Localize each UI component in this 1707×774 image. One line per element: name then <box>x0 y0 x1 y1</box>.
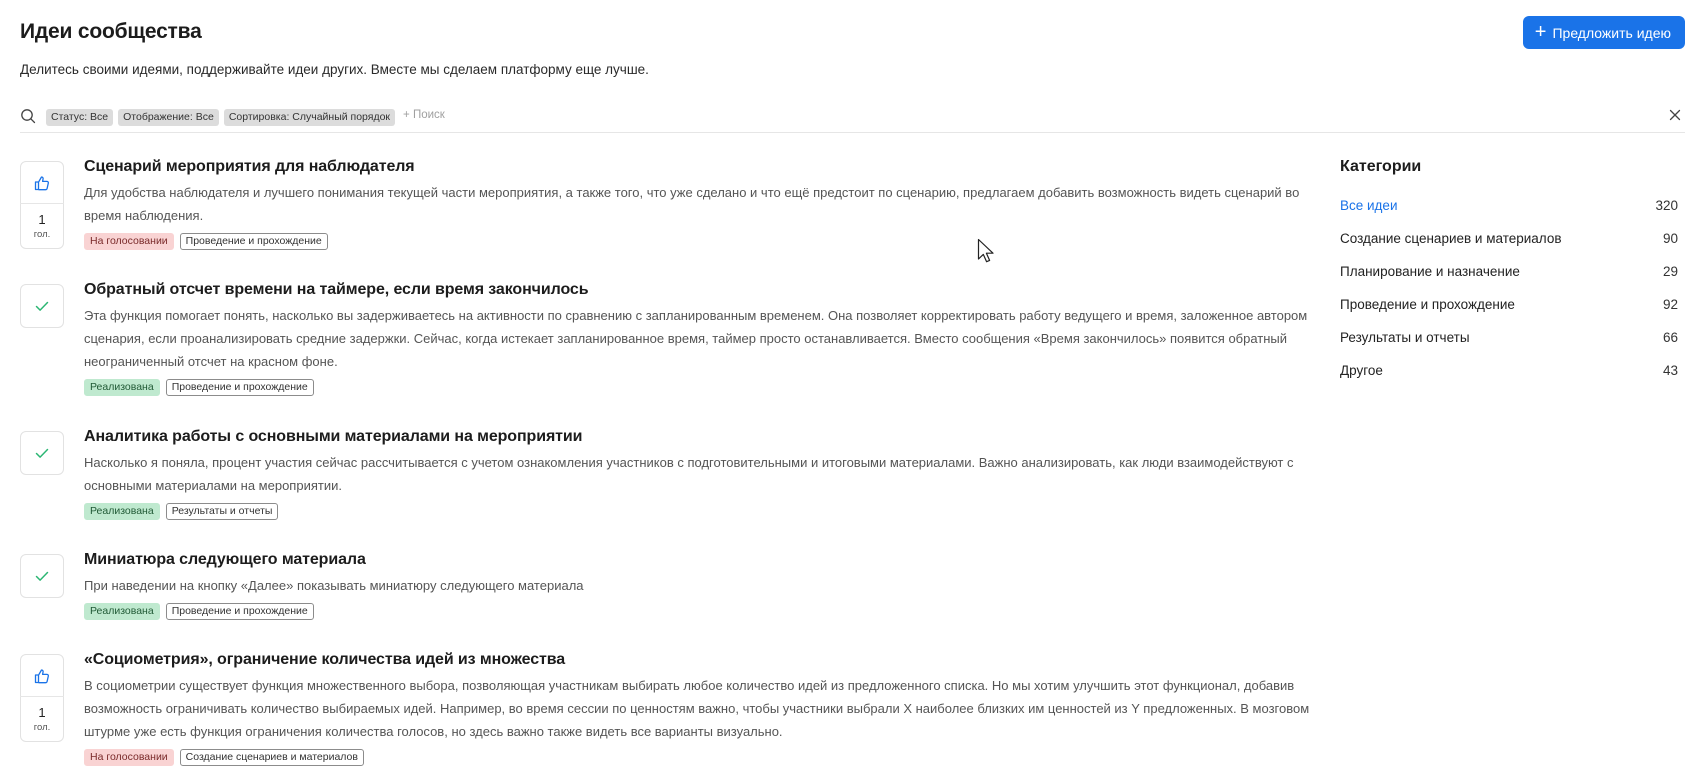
idea-title[interactable]: Сценарий мероприятия для наблюдателя <box>84 158 415 175</box>
category-count: 90 <box>1662 231 1678 246</box>
category-label: Все идеи <box>1340 198 1398 213</box>
propose-idea-label: Предложить идею <box>1552 24 1671 41</box>
close-icon[interactable] <box>1669 109 1681 121</box>
idea-title[interactable]: Обратный отсчет времени на таймере, если время закончилось <box>84 281 589 298</box>
vote-unit: гол. <box>33 229 51 240</box>
category-planning[interactable] <box>1340 264 1678 297</box>
category-tag[interactable]: Создание сценариев и материалов <box>180 749 364 766</box>
filter-chip-status[interactable]: Статус: Все <box>46 109 113 126</box>
category-label: Результаты и отчеты <box>1340 330 1470 345</box>
category-count: 92 <box>1662 297 1678 312</box>
status-badge: Реализована <box>84 503 160 520</box>
category-count: 320 <box>1655 198 1678 213</box>
vote-button[interactable] <box>20 161 64 249</box>
implemented-marker <box>20 284 64 328</box>
idea-tags <box>84 503 1334 520</box>
idea-title[interactable]: «Социометрия», ограничение количества идей из множества <box>84 651 566 668</box>
category-label: Планирование и назначение <box>1340 264 1520 279</box>
idea-description: Эта функция помогает понять, насколько вы задерживаетесь на активности по сравнению с запланированным временем. Она позволяет корректировать работу ведущего и время, заложенное автором сценария, если проанализировать средние задержки. Сейчас, когда истекает запланированное время, таймер просто останавливается. Вместо сообщения «Время закончилось» появится обратный неограниченный отсчет на красном фоне. <box>84 308 1308 369</box>
vote-button[interactable] <box>20 654 64 742</box>
page-subtitle: Делитесь своими идеями, поддерживайте идеи других. Вместе мы сделаем платформу еще лучше. <box>20 62 649 77</box>
propose-idea-button[interactable] <box>1523 16 1685 49</box>
implemented-marker <box>20 554 64 598</box>
category-other[interactable] <box>1340 363 1678 396</box>
idea-title[interactable]: Миниатюра следующего материала <box>84 551 366 568</box>
search-input[interactable] <box>403 109 603 121</box>
category-tag[interactable]: Проведение и прохождение <box>166 603 314 620</box>
category-scenarios[interactable] <box>1340 231 1678 264</box>
vote-count: 1 <box>38 705 46 720</box>
thumbs-up-icon <box>33 667 51 685</box>
plus-icon: + <box>1534 20 1547 43</box>
filter-chip-display[interactable]: Отображение: Все <box>118 109 219 126</box>
category-tag[interactable]: Результаты и отчеты <box>166 503 279 520</box>
status-badge: Реализована <box>84 603 160 620</box>
category-count: 43 <box>1662 363 1678 378</box>
idea-body <box>84 551 1334 620</box>
check-icon <box>33 444 51 462</box>
category-conducting[interactable] <box>1340 297 1678 330</box>
page-title: Идеи сообщества <box>20 20 202 43</box>
category-all[interactable] <box>1340 198 1678 231</box>
page-header <box>20 16 1685 56</box>
idea-tags <box>84 749 1334 766</box>
vote-count: 1 <box>38 212 46 227</box>
idea-body <box>84 158 1334 250</box>
thumbs-up-icon <box>33 174 51 192</box>
check-icon <box>33 567 51 585</box>
implemented-marker <box>20 431 64 475</box>
idea-tags <box>84 233 1334 250</box>
category-label: Создание сценариев и материалов <box>1340 231 1562 246</box>
category-label: Другое <box>1340 363 1383 378</box>
categories-title: Категории <box>1340 158 1422 175</box>
idea-description: В социометрии существует функция множественного выбора, позволяющая участникам выбирать любое количество идей из предложенного списка. Но мы хотим улучшить этот функционал, добавив возможность ограничивать количество выбираемых идей. Например, во время сессии по ценностям важно, чтобы участники выбрали X наиболее близких им ценностей из Y предложенных. В мозговом штурме уже есть функция ограничения количества голосов, но здесь важно также видеть все варианты визуально. <box>84 678 1310 739</box>
search-icon[interactable] <box>20 108 36 124</box>
category-tag[interactable]: Проведение и прохождение <box>166 379 314 396</box>
idea-tags <box>84 379 1334 396</box>
category-count: 29 <box>1662 264 1678 279</box>
status-badge: Реализована <box>84 379 160 396</box>
idea-body <box>84 651 1334 766</box>
filter-bar <box>20 106 1685 133</box>
idea-body <box>84 281 1334 396</box>
categories-panel <box>1340 158 1678 396</box>
check-icon <box>33 297 51 315</box>
category-label: Проведение и прохождение <box>1340 297 1515 312</box>
idea-tags <box>84 603 1334 620</box>
idea-description: При наведении на кнопку «Далее» показывать миниатюру следующего материала <box>84 578 584 593</box>
category-tag[interactable]: Проведение и прохождение <box>180 233 328 250</box>
vote-divider <box>20 203 64 204</box>
vote-unit: гол. <box>33 722 51 733</box>
idea-body <box>84 428 1334 520</box>
category-results[interactable] <box>1340 330 1678 363</box>
vote-divider <box>20 696 64 697</box>
idea-description: Насколько я поняла, процент участия сейчас рассчитывается с учетом ознакомления участников с подготовительными и итоговыми материалами. Важно анализировать, как люди взаимодействуют с основными материалами на мероприятии. <box>84 455 1294 493</box>
idea-title[interactable]: Аналитика работы с основными материалами на мероприятии <box>84 428 583 445</box>
categories-list <box>1340 198 1678 396</box>
filter-chip-sort[interactable]: Сортировка: Случайный порядок <box>224 109 395 126</box>
idea-description: Для удобства наблюдателя и лучшего понимания текущей части мероприятия, а также того, что уже сделано и что ещё предстоит по сценарию, предлагаем добавить возможность видеть сценарий во время наблюдения. <box>84 185 1300 223</box>
status-badge: На голосовании <box>84 749 174 766</box>
mouse-cursor-icon <box>977 238 995 264</box>
category-count: 66 <box>1662 330 1678 345</box>
status-badge: На голосовании <box>84 233 174 250</box>
